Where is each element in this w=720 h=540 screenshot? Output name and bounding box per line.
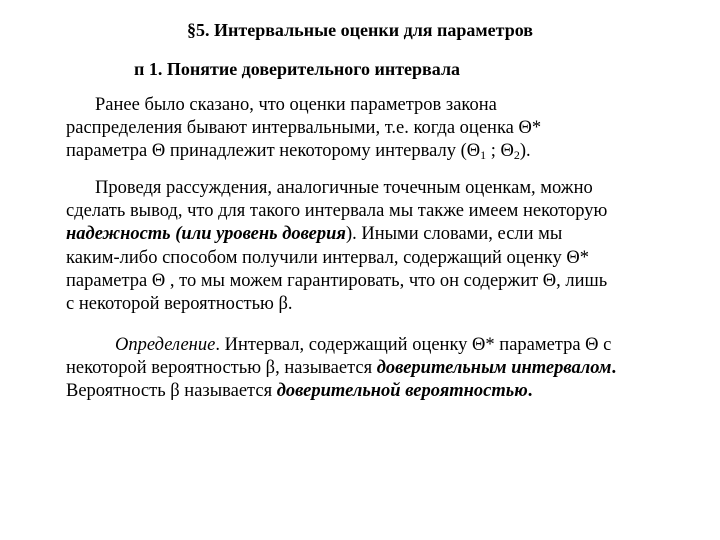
subscript-1: 1 [480,148,487,163]
paragraph-reasoning-line-4: каким-либо способом получили интервал, содержащий оценку Θ* [66,247,590,268]
emphasis-reliability: надежность (или уровень доверия [66,224,346,245]
paragraph-intro-line-3 [66,140,671,163]
subscript-2: 2 [513,148,520,163]
paragraph-reasoning-line-1: Проведя рассуждения, аналогичные точечным оценкам, можно [95,178,593,198]
paragraph-intro-line-2: распределения бывают интервальными, т.е. когда оценка Θ* [66,118,542,139]
section-title: §5. Интервальные оценки для параметров [186,20,534,40]
definition-label: Определение [115,335,216,355]
term-confidence-probability: доверительной вероятностью [276,381,528,402]
subsection-title: п 1. Понятие доверительного интервала [134,59,461,79]
paragraph-intro-line-1: Ранее было сказано, что оценки параметров закона [95,95,497,115]
paragraph-definition [66,334,671,404]
paragraph-intro [66,94,671,164]
definition-line-3-end: . [527,381,533,402]
definition-line-1-rest: . Интервал, содержащий оценку Θ* параметра Θ с [215,335,612,355]
paragraph-reasoning [66,177,671,316]
definition-line-3-text: Вероятность β называется [66,381,277,402]
definition-line-2-end: . [611,358,617,379]
paragraph-definition-line-2 [66,357,671,380]
line-3-rest: ). Иными словами, если мы [345,224,563,245]
line-3-text-b: ; Θ [486,141,514,162]
line-3-text-a: параметра Θ принадлежит некоторому интервалу (Θ [66,141,481,162]
term-confidence-interval: доверительным интервалом [376,358,612,379]
paragraph-reasoning-line-5: параметра Θ , то мы можем гарантировать, что он содержит Θ, лишь [66,270,608,291]
paragraph-reasoning-line-6: с некоторой вероятностью β. [66,294,293,315]
line-3-text-c: ). [519,141,531,162]
definition-line-2-text: некоторой вероятностью β, называется [66,358,377,379]
paragraph-reasoning-line-3 [66,223,671,246]
paragraph-definition-line-1 [66,334,671,357]
paragraph-reasoning-line-2: сделать вывод, что для такого интервала мы также имеем некоторую [66,201,608,222]
paragraph-definition-line-3 [66,380,671,403]
